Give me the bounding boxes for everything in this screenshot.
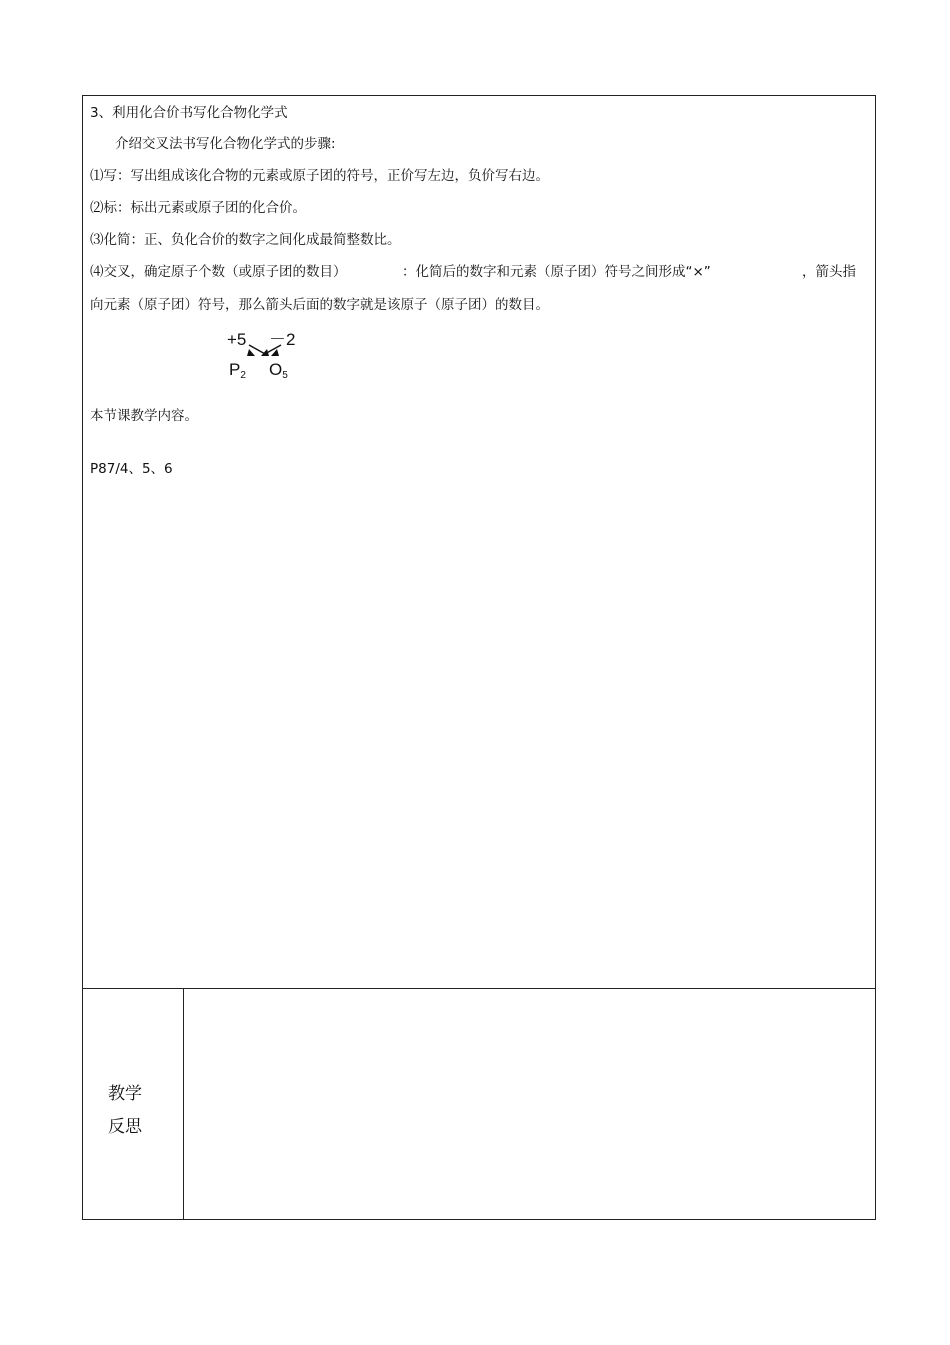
step-1: ⑴写：写出组成该化合物的元素或原子团的符号，正价写左边，负价写右边。 xyxy=(90,168,549,184)
negative-valence: －2 xyxy=(269,330,296,349)
element-p: P2 xyxy=(229,360,246,381)
section-heading: 3、利用化合价书写化合物化学式 xyxy=(90,105,288,121)
step-3: ⑶化简：正、负化合价的数字之间化成最简整数比。 xyxy=(90,232,401,248)
element-o: O5 xyxy=(269,360,288,381)
column-divider xyxy=(183,988,184,1220)
homework-text: P87/4、5、6 xyxy=(90,461,173,477)
positive-valence: +5 xyxy=(227,330,247,349)
step-4-part-c: ，箭头指 xyxy=(802,264,856,280)
cross-method-formula xyxy=(225,328,315,384)
summary-text: 本节课教学内容。 xyxy=(90,408,198,424)
step-4-part-d: 向元素（原子团）符号，那么箭头后面的数字就是该原子（原子团）的数目。 xyxy=(90,297,549,313)
step-2: ⑵标：标出元素或原子团的化合价。 xyxy=(90,200,306,216)
step-4-part-a: ⑷交叉，确定原子个数（或原子团的数目） xyxy=(90,264,347,280)
step-4-part-b: ：化简后的数字和元素（原子团）符号之间形成“×” xyxy=(402,264,711,280)
reflection-label-2: 反思 xyxy=(108,1117,142,1137)
intro-text: 介绍交叉法书写化合物化学式的步骤: xyxy=(115,136,336,152)
reflection-label-1: 教学 xyxy=(108,1084,142,1104)
row-divider xyxy=(82,988,876,989)
